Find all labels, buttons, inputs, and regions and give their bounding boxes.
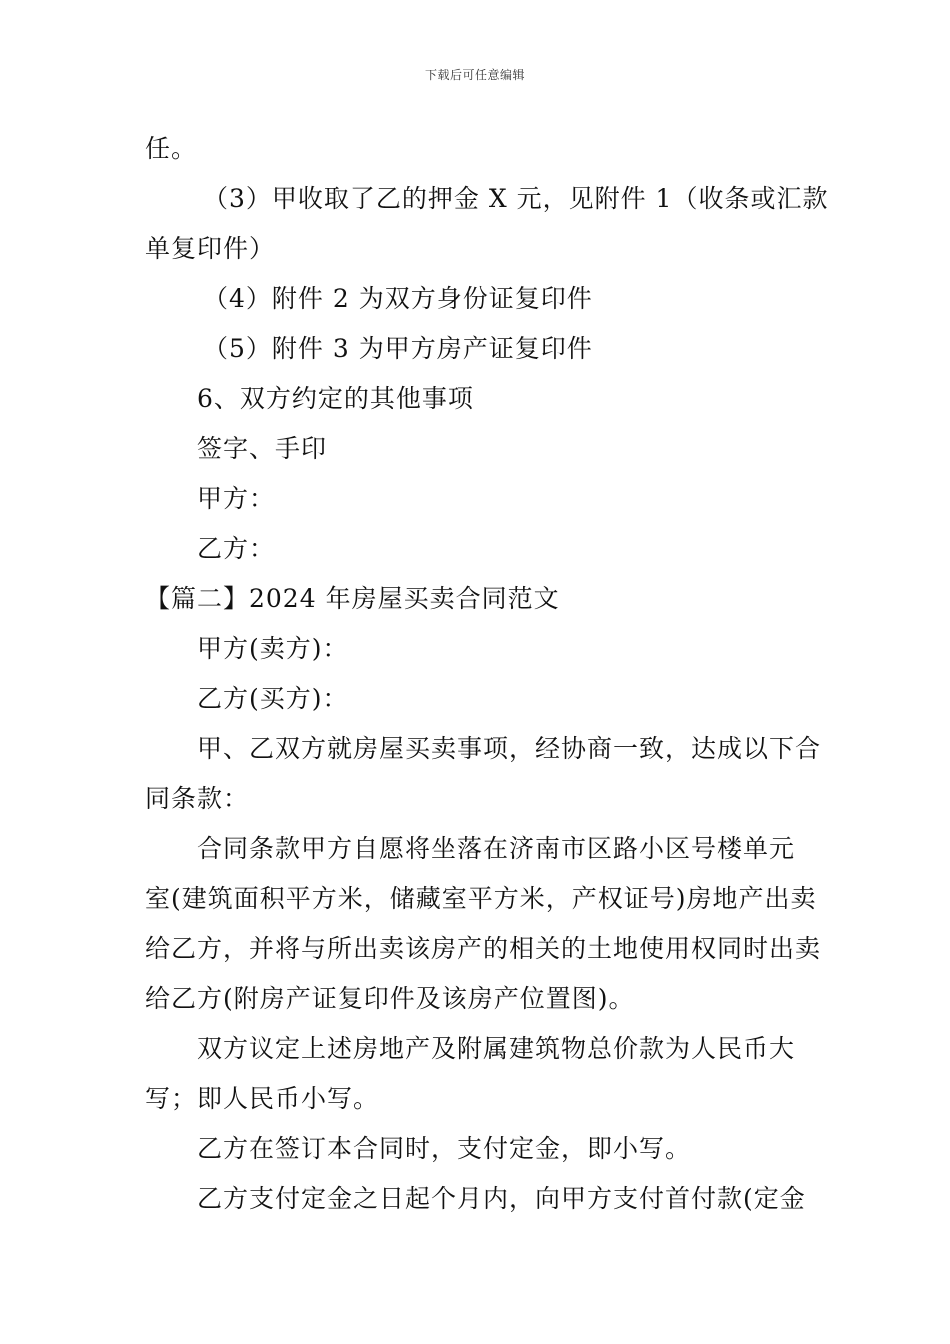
section-heading: 【篇二】2024 年房屋买卖合同范文 xyxy=(145,584,560,613)
page-header: 下载后可任意编辑 xyxy=(424,68,525,82)
text-line: 给乙方，并将与所出卖该房产的相关的土地使用权同时出卖 xyxy=(145,934,822,963)
text-line: 室(建筑面积平方米，储藏室平方米，产权证号)房地产出卖 xyxy=(145,884,817,913)
text-line: 单复印件） xyxy=(145,234,276,263)
text-line: 乙方： xyxy=(197,534,276,563)
text-line: 甲方(卖方)： xyxy=(197,634,349,663)
text-line: 甲、乙双方就房屋买卖事项，经协商一致，达成以下合 xyxy=(197,734,822,763)
text-line: （3）甲收取了乙的押金 X 元，见附件 1（收条或汇款 xyxy=(203,184,829,213)
text-line: 乙方支付定金之日起个月内，向甲方支付首付款(定金 xyxy=(197,1184,806,1213)
text-line: 乙方在签订本合同时，支付定金，即小写。 xyxy=(197,1134,692,1163)
text-line: 乙方(买方)： xyxy=(197,684,349,713)
document-body xyxy=(145,124,829,1224)
text-line: 写；即人民币小写。 xyxy=(145,1084,380,1113)
text-line: （5）附件 3 为甲方房产证复印件 xyxy=(203,334,593,363)
text-line: 同条款： xyxy=(145,784,250,813)
text-line: 6、双方约定的其他事项 xyxy=(197,384,474,413)
text-line: 双方议定上述房地产及附属建筑物总价款为人民币大 xyxy=(197,1034,796,1063)
text-line: 任。 xyxy=(145,134,198,163)
text-line: 给乙方(附房产证复印件及该房产位置图)。 xyxy=(145,984,635,1013)
text-line: （4）附件 2 为双方身份证复印件 xyxy=(203,284,593,313)
text-line: 甲方： xyxy=(197,484,276,513)
text-line: 签字、手印 xyxy=(197,434,328,463)
text-line: 合同条款甲方自愿将坐落在济南市区路小区号楼单元 xyxy=(197,834,796,863)
